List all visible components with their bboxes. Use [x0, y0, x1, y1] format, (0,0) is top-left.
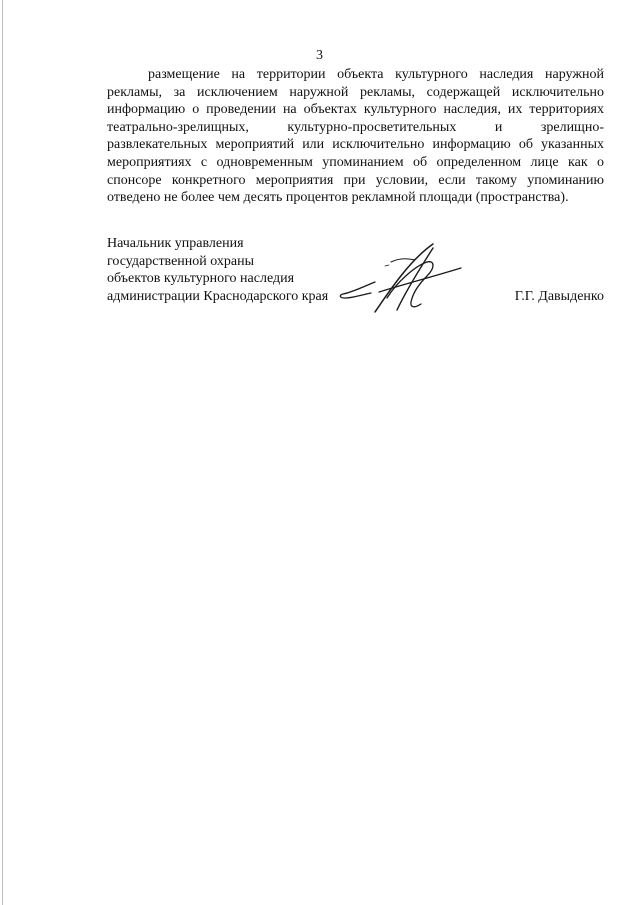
body-paragraph [107, 66, 604, 207]
body-line: размещение на территории объекта культурного наследия наружной [148, 67, 604, 82]
handwritten-signature [335, 238, 465, 318]
signatory-title-line: Начальник управления [107, 236, 244, 251]
body-line: развлекательных мероприятий или исключительно информацию об указанных [107, 137, 604, 153]
body-line: спонсоре конкретного мероприятия при условии, если такому упоминанию [107, 172, 604, 188]
body-line: рекламы, за исключением наружной рекламы, содержащей исключительно [107, 84, 604, 100]
body-line: отведено не более чем десять процентов рекламной площади (пространства). [107, 190, 569, 206]
signatory-title-line: государственной охраны [107, 253, 255, 269]
signatory-title-line: администрации Краснодарского края [107, 288, 329, 304]
body-line: информацию о проведении на объектах культурного наследия, их территориях [107, 102, 604, 118]
signatory-name: Г.Г. Давыденко [514, 288, 604, 304]
signatory-title-line: объектов культурного наследия [107, 271, 295, 286]
body-line: мероприятиях с одновременным упоминанием об определенном лице как о [107, 154, 604, 170]
page-number: 3 [316, 48, 323, 63]
body-line: театрально-зрелищных, культурно-просветительных и зрелищно- [107, 119, 604, 135]
page-edge [2, 0, 3, 905]
